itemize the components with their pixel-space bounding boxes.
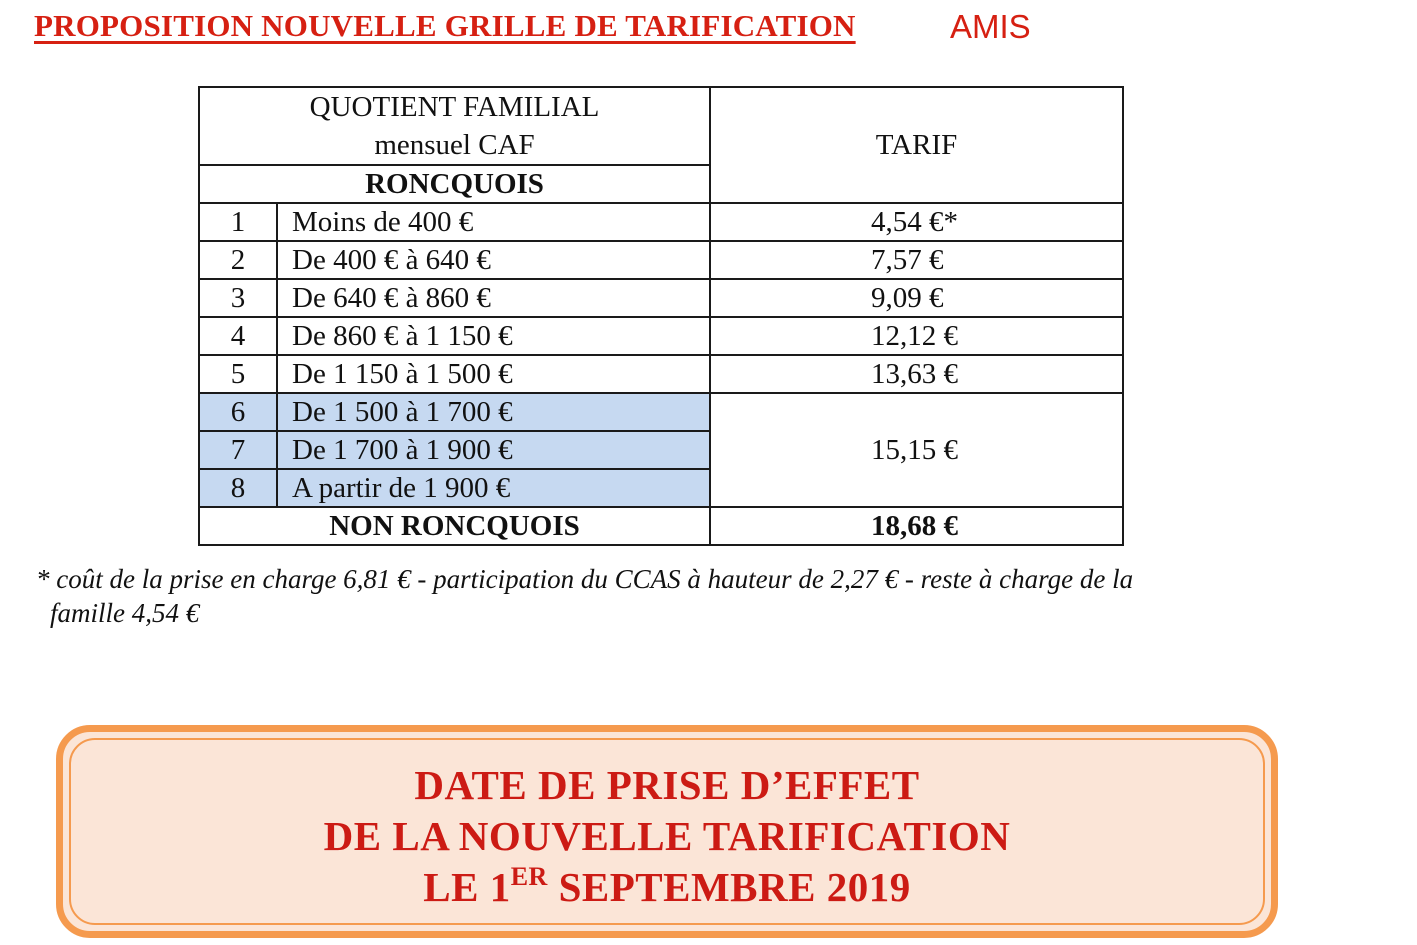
merged-price: 15,15 € bbox=[710, 393, 1123, 507]
table-row bbox=[199, 393, 1123, 431]
row-label: De 860 € à 1 150 € bbox=[277, 317, 710, 355]
row-number: 5 bbox=[199, 355, 277, 393]
effective-date-notice bbox=[56, 725, 1278, 938]
notice-line3-sup: ER bbox=[510, 862, 548, 891]
row-label: A partir de 1 900 € bbox=[277, 469, 710, 507]
header-quotient-line1: QUOTIENT FAMILIAL bbox=[309, 91, 600, 123]
notice-text bbox=[63, 760, 1271, 913]
table-row bbox=[199, 355, 1123, 393]
row-price: 4,54 €* bbox=[710, 203, 1123, 241]
row-label: De 1 700 à 1 900 € bbox=[277, 431, 710, 469]
table-row bbox=[199, 203, 1123, 241]
non-roncquois-price: 18,68 € bbox=[710, 507, 1123, 545]
notice-line2: DE LA NOUVELLE TARIFICATION bbox=[323, 813, 1011, 859]
non-roncquois-label: NON RONCQUOIS bbox=[199, 507, 710, 545]
row-number: 2 bbox=[199, 241, 277, 279]
header-tarif: TARIF bbox=[710, 87, 1123, 203]
notice-line3-suffix: SEPTEMBRE 2019 bbox=[547, 864, 911, 910]
row-number: 6 bbox=[199, 393, 277, 431]
footnote-line1: * coût de la prise en charge 6,81 € - participation du CCAS à hauteur de 2,27 € - reste à charge de la bbox=[36, 564, 1134, 594]
pricing-table bbox=[198, 86, 1124, 546]
row-price: 9,09 € bbox=[710, 279, 1123, 317]
row-label: Moins de 400 € bbox=[277, 203, 710, 241]
row-label: De 1 500 à 1 700 € bbox=[277, 393, 710, 431]
table-row bbox=[199, 317, 1123, 355]
row-label: De 1 150 à 1 500 € bbox=[277, 355, 710, 393]
row-number: 1 bbox=[199, 203, 277, 241]
header-quotient-line2: mensuel CAF bbox=[374, 129, 535, 161]
row-number: 4 bbox=[199, 317, 277, 355]
page-title: PROPOSITION NOUVELLE GRILLE DE TARIFICATION bbox=[34, 8, 856, 43]
header-quotient bbox=[199, 87, 710, 165]
category-tag: AMIS bbox=[950, 8, 1031, 45]
footnote-line2: famille 4,54 € bbox=[50, 598, 200, 628]
notice-line3 bbox=[63, 862, 1271, 913]
row-label: De 400 € à 640 € bbox=[277, 241, 710, 279]
table-row bbox=[199, 279, 1123, 317]
notice-line3-prefix: LE 1 bbox=[423, 864, 511, 910]
footnote bbox=[36, 562, 1336, 630]
table-header-row bbox=[199, 87, 1123, 165]
row-label: De 640 € à 860 € bbox=[277, 279, 710, 317]
non-roncquois-row bbox=[199, 507, 1123, 545]
row-price: 13,63 € bbox=[710, 355, 1123, 393]
notice-line1: DATE DE PRISE D’EFFET bbox=[414, 762, 920, 808]
row-number: 3 bbox=[199, 279, 277, 317]
row-price: 12,12 € bbox=[710, 317, 1123, 355]
header-roncquois: RONCQUOIS bbox=[199, 165, 710, 203]
row-price: 7,57 € bbox=[710, 241, 1123, 279]
row-number: 8 bbox=[199, 469, 277, 507]
row-number: 7 bbox=[199, 431, 277, 469]
table-row bbox=[199, 241, 1123, 279]
